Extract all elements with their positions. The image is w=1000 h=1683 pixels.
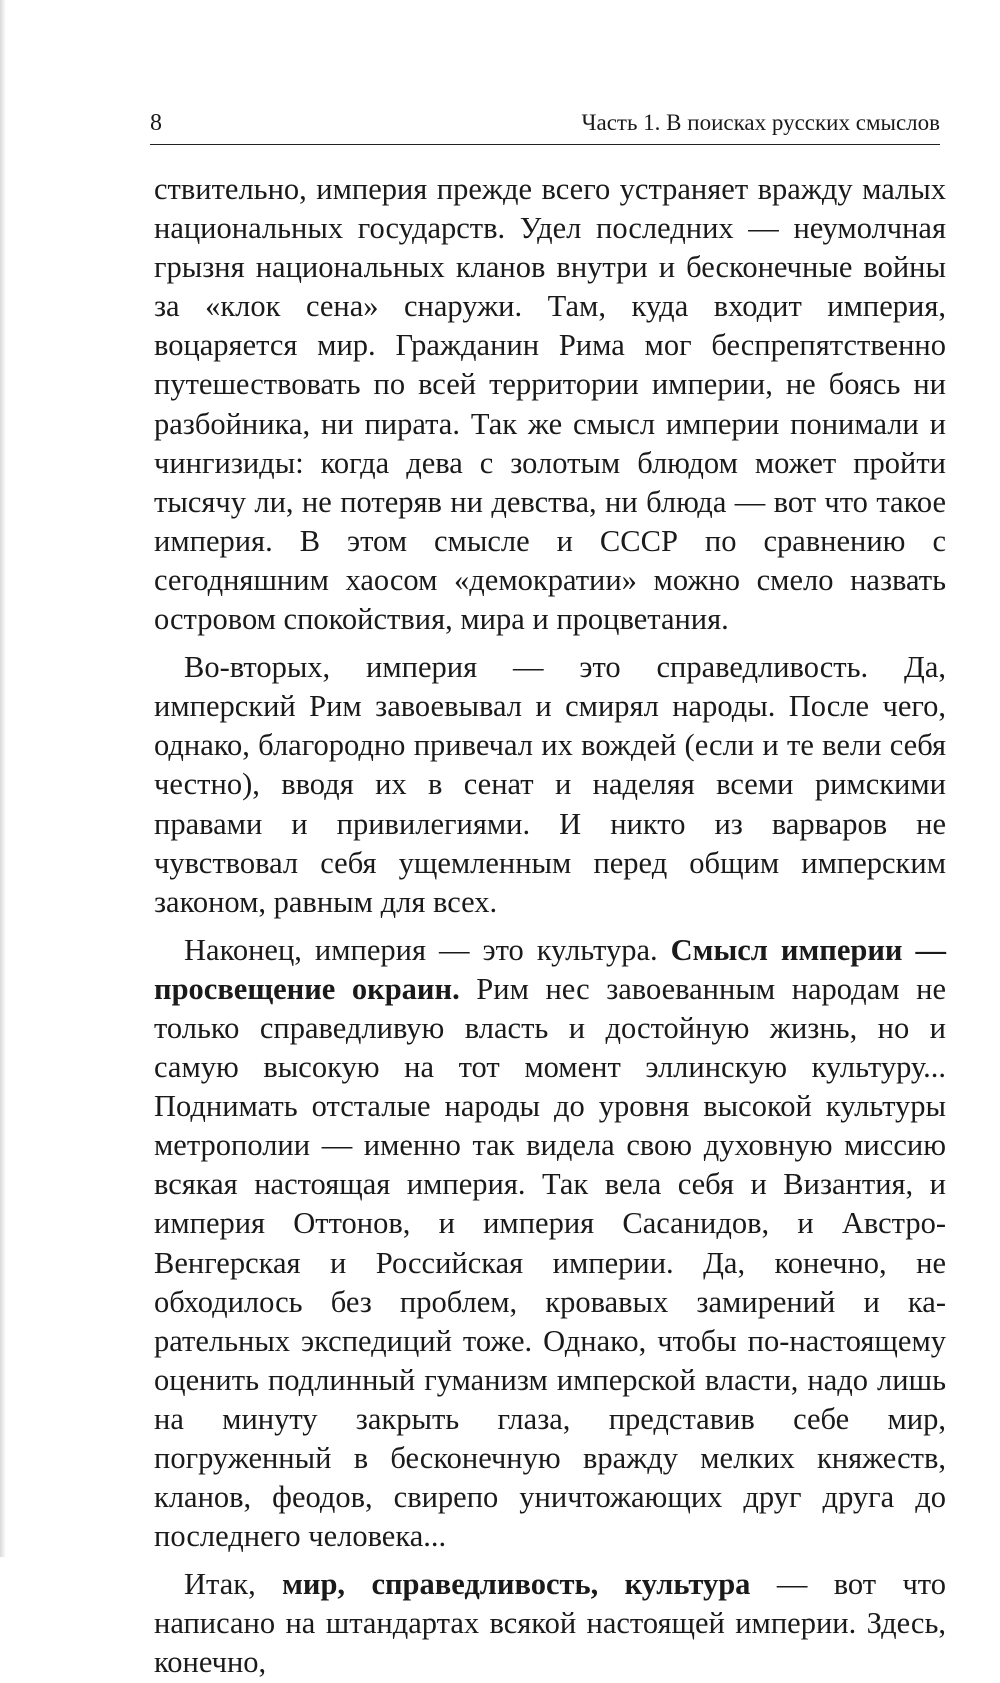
page-edge-shadow [0, 0, 6, 1557]
paragraph-2-text: Во-вторых, империя — это справедливость. Да, имперский Рим завоевывал и смирял народы. После чего, однако, благородно привечал их вождей (если и те вели себя честно), вводя их в сенат и наделяя всеми римскими правами и привилегиями. И никто из варваров не чувствовал себя ущемленным перед общим имперским законом, равным для всех. [154, 650, 946, 919]
paragraph-3-text-after: Рим нес завоеванным народам не только справедливую власть и достойную жизнь, но и самую высокую на тот момент эллинскую культуру... Поднимать отсталые народы до уровня высокой культуры метрополии — именно так видела свою духовную миссию всякая настоящая империя. Так вела себя и Византия, и империя Оттонов, и империя Сасанидов, и Австро-Венгерская и Российская империи. Да, конечно, не обходилось без проблем, кровавых замирений и карательных экспедиций тоже. Однако, чтобы по-настоящему оценить подлинный гуманизм имперской власти, надо лишь на минуту закрыть глаза, представив себе мир, погруженный в бесконечную вражду мелких княжеств, кланов, феодов, свирепо уничтожающих друг друга до последнего человека... [154, 971, 946, 1554]
running-header [150, 104, 940, 145]
paragraph-2 [154, 648, 946, 922]
paragraph-1 [154, 170, 946, 639]
paragraph-4 [154, 1565, 946, 1682]
body-text [154, 170, 946, 1683]
paragraph-1-text: ствительно, империя прежде всего устраняет вражду малых национальных государств. Удел последних — неумолчная грызня национальных кланов внутри и бесконечные войны за «клок сена» снаружи. Там, куда входит империя, воцаряется мир. Гражданин Рима мог беспрепятственно путешествовать по всей территории империи, не боясь ни разбойника, ни пирата. Так же смысл империи понимали и чингизиды: когда дева с золотым блюдом может пройти тысячу ли, не потеряв ни девства, ни блюда — вот что такое империя. В этом смысле и СССР по сравнению с сегодняшним хаосом «демократии» можно смело назвать островом спокойствия, мира и процветания. [154, 172, 946, 637]
paragraph-3-bold-phrase: Смысл империи — просвещение окраин. [154, 932, 946, 1006]
page-number: 8 [150, 110, 162, 136]
paragraph-4-text-before: Итак, [184, 1567, 283, 1602]
paragraph-4-bold-phrase: мир, справедливость, культура [282, 1567, 751, 1602]
paragraph-3 [154, 931, 946, 1557]
paragraph-4-text-after: — вот что написано на штандартах всякой настоящей империи. Здесь, конечно, [154, 1567, 946, 1680]
running-title: Часть 1. В поисках русских смыслов [581, 110, 940, 135]
paragraph-3-text-before: Наконец, империя — это культура. [184, 932, 671, 967]
